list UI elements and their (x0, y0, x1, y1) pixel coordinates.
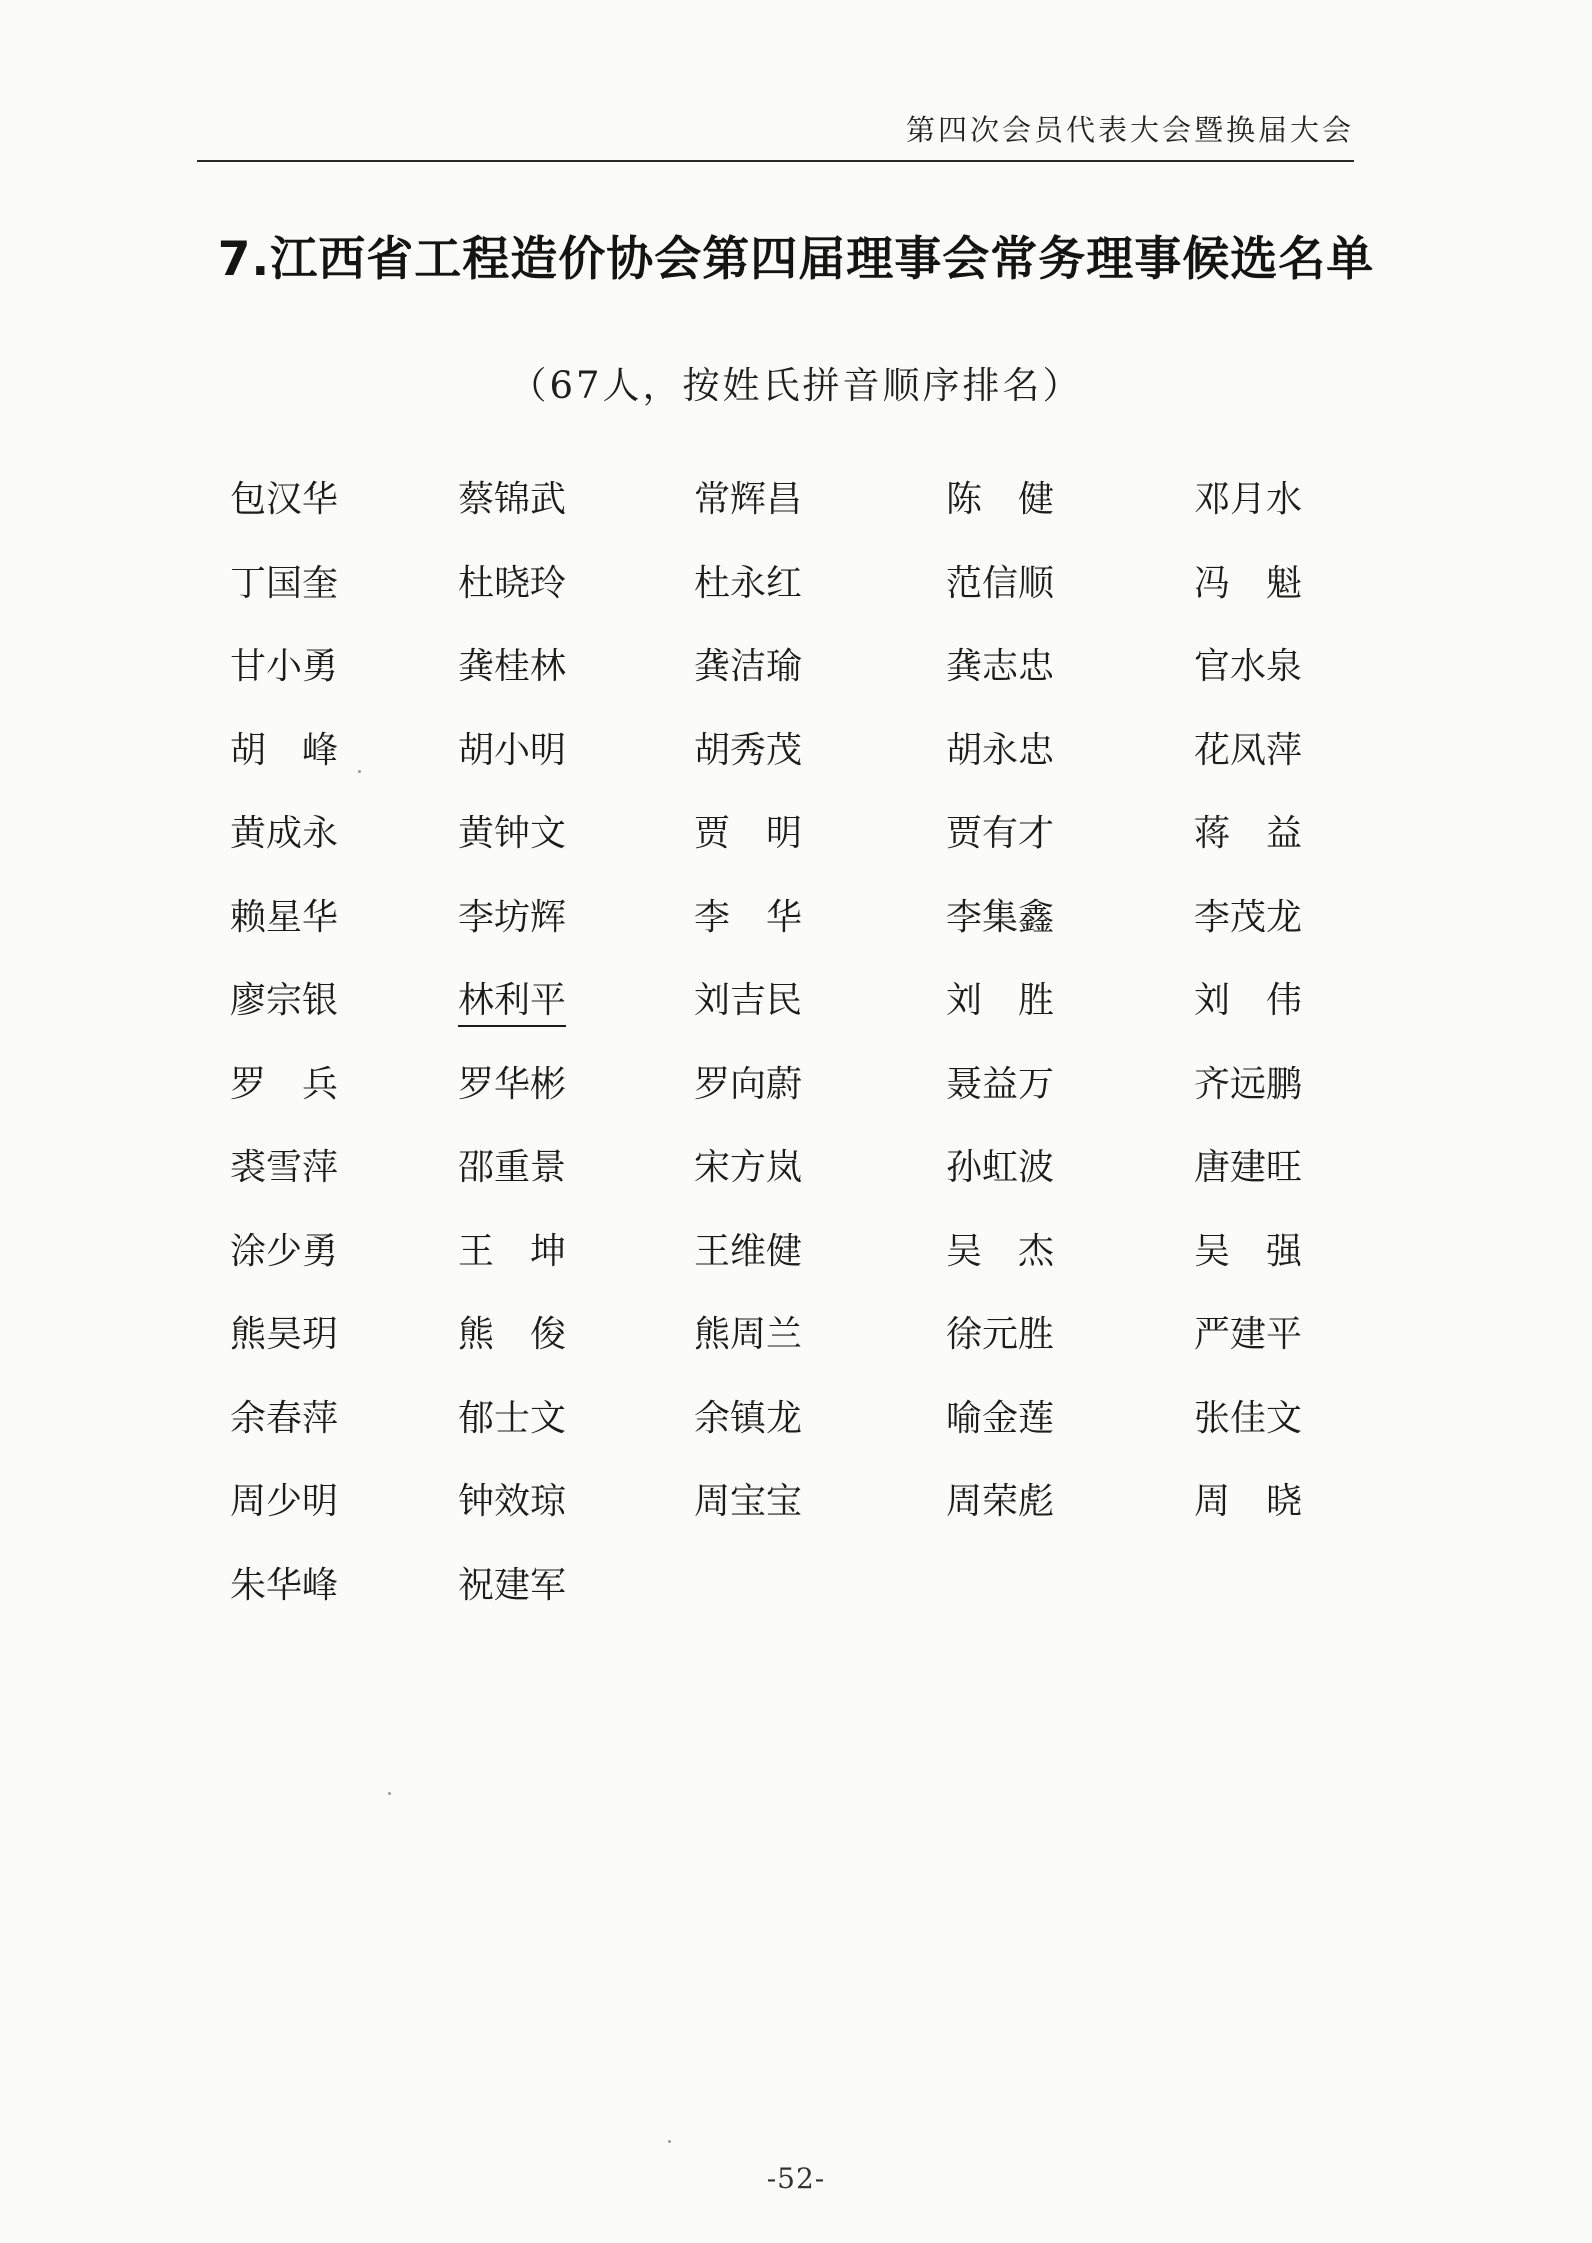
candidate-name: 范信顺 (946, 562, 1055, 604)
candidate-name: 丁国奎 (230, 562, 339, 604)
candidate-name: 官水泉 (1194, 646, 1303, 687)
candidate-name: 黄成永 (230, 813, 339, 854)
candidate-name-grid (226, 470, 1366, 1639)
candidate-name: 熊周兰 (694, 1314, 803, 1355)
candidate-name: 王 坤 (458, 1230, 567, 1272)
candidate-name: 周宝宝 (694, 1481, 803, 1522)
candidate-name: 徐元胜 (946, 1314, 1055, 1355)
candidate-name: 熊昊玥 (230, 1314, 339, 1355)
candidate-name: 杜晓玲 (458, 562, 567, 604)
candidate-name: 王维健 (694, 1230, 803, 1272)
candidate-name: 赖星华 (230, 896, 339, 938)
document-subtitle: （67人，按姓氏拼音顺序排名） (509, 364, 1083, 407)
candidate-name: 杜永红 (694, 562, 803, 604)
candidate-name: 严建平 (1194, 1314, 1303, 1355)
candidate-name: 周少明 (230, 1481, 339, 1522)
candidate-name: 周荣彪 (946, 1481, 1055, 1522)
candidate-name: 胡小明 (458, 729, 567, 771)
candidate-name: 罗向蔚 (694, 1063, 803, 1105)
candidate-name: 唐建旺 (1194, 1147, 1303, 1188)
scan-speck (668, 2140, 671, 2143)
candidate-name: 胡 峰 (230, 729, 339, 771)
candidate-name: 花凤萍 (1194, 729, 1303, 771)
candidate-name: 包汉华 (230, 479, 339, 520)
candidate-name: 胡永忠 (946, 729, 1055, 771)
candidate-name: 祝建军 (458, 1564, 567, 1606)
candidate-name: 郁士文 (458, 1397, 567, 1439)
candidate-name: 孙虹波 (946, 1147, 1055, 1188)
candidate-name: 贾 明 (694, 813, 803, 854)
candidate-name: 陈 健 (946, 479, 1055, 520)
candidate-name: 罗华彬 (458, 1063, 567, 1105)
candidate-name: 吴 杰 (946, 1230, 1055, 1272)
candidate-name: 蔡锦武 (458, 479, 567, 520)
candidate-name: 龚桂林 (458, 646, 567, 687)
candidate-name: 余镇龙 (694, 1397, 803, 1439)
candidate-name: 贾有才 (946, 813, 1055, 854)
candidate-name: 张佳文 (1194, 1397, 1303, 1439)
candidate-name: 周 晓 (1194, 1481, 1303, 1522)
candidate-name: 吴 强 (1194, 1230, 1303, 1272)
running-header: 第四次会员代表大会暨换届大会 (905, 113, 1354, 147)
candidate-name: 宋方岚 (694, 1147, 803, 1188)
page-number: -52- (766, 2162, 826, 2195)
candidate-name: 蒋 益 (1194, 813, 1303, 854)
candidate-name: 龚洁瑜 (694, 646, 803, 687)
candidate-name: 聂益万 (946, 1063, 1055, 1105)
candidate-name: 李 华 (694, 896, 803, 938)
header-rule (197, 160, 1354, 162)
scan-speck (388, 1792, 391, 1795)
candidate-name: 李茂龙 (1194, 896, 1303, 938)
candidate-name: 裘雪萍 (230, 1147, 339, 1188)
candidate-name: 熊 俊 (458, 1314, 567, 1355)
candidate-name: 刘 胜 (946, 980, 1055, 1021)
candidate-name: 龚志忠 (946, 646, 1055, 687)
candidate-name: 齐远鹏 (1194, 1063, 1303, 1105)
candidate-name: 涂少勇 (230, 1230, 339, 1272)
candidate-name: 邵重景 (458, 1147, 567, 1188)
candidate-name: 喻金莲 (946, 1397, 1055, 1439)
candidate-name: 余春萍 (230, 1397, 339, 1439)
candidate-name: 李集鑫 (946, 896, 1055, 938)
candidate-name: 黄钟文 (458, 813, 567, 854)
candidate-name: 朱华峰 (230, 1564, 339, 1606)
candidate-name: 罗 兵 (230, 1063, 339, 1105)
candidate-name: 常辉昌 (694, 479, 803, 520)
candidate-name-underlined: 林利平 (458, 971, 694, 1031)
candidate-name: 冯 魁 (1194, 562, 1303, 604)
candidate-name: 李坊辉 (458, 896, 567, 938)
candidate-name: 钟效琼 (458, 1481, 567, 1522)
candidate-name: 刘吉民 (694, 980, 803, 1021)
scan-speck (358, 770, 361, 773)
candidate-name: 胡秀茂 (694, 729, 803, 771)
candidate-name: 廖宗银 (230, 980, 339, 1021)
document-title: 7.江西省工程造价协会第四届理事会常务理事候选名单 (217, 232, 1375, 287)
candidate-name: 邓月水 (1194, 479, 1303, 520)
candidate-name: 刘 伟 (1194, 980, 1303, 1021)
candidate-name: 甘小勇 (230, 646, 339, 687)
